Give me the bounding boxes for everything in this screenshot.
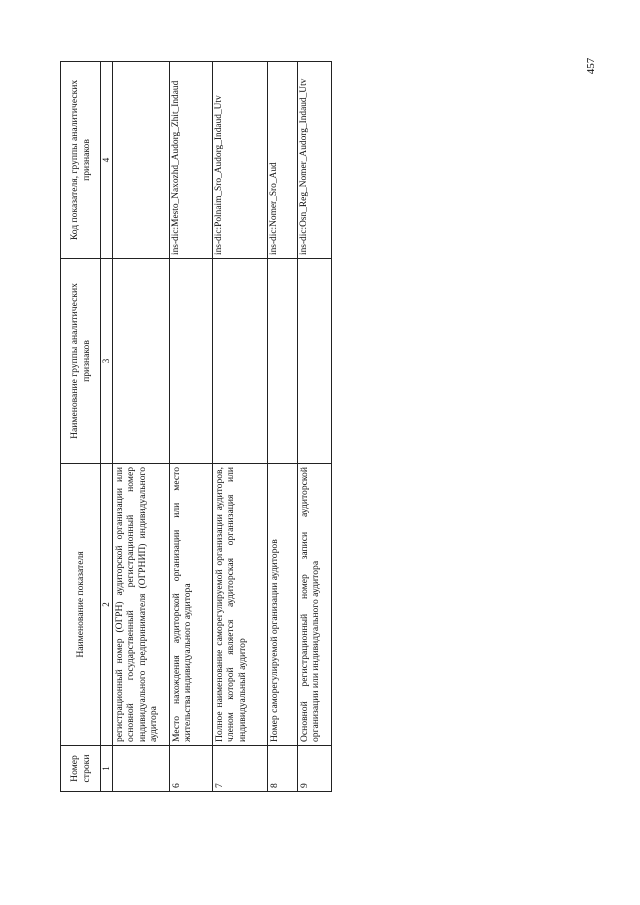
row-number: [113, 746, 170, 792]
indicator-code: ins-dic:Osn_Reg_Nomer_Audorg_Indaud_Utv: [298, 62, 332, 259]
indicator-name: Полное наименование саморегулируемой организации аудиторов, членом которой является аудиторская организация или индивидуальный аудитор: [213, 464, 268, 746]
indicator-name: Основной регистрационный номер записи аудиторской организации или индивидуального аудитора: [298, 464, 332, 746]
row-number: 6: [170, 746, 213, 792]
table-header-row: [61, 62, 101, 792]
column-index-3: 3: [101, 259, 113, 464]
indicator-table: [60, 61, 332, 792]
table-row: [113, 62, 170, 792]
rotated-table-container: [60, 62, 330, 792]
row-number: 7: [213, 746, 268, 792]
indicator-code: ins-dic:Nomer_Sro_Aud: [268, 62, 298, 259]
indicator-code: ins-dic:Polnaim_Sro_Audorg_Indaud_Utv: [213, 62, 268, 259]
column-index-row: [101, 62, 113, 792]
table-row: [268, 62, 298, 792]
group-name: [298, 259, 332, 464]
table-row: [298, 62, 332, 792]
column-index-2: 2: [101, 464, 113, 746]
page-number: 457: [585, 57, 597, 75]
indicator-name: Место нахождения аудиторской организации или место жительства индивидуального аудитора: [170, 464, 213, 746]
indicator-name: регистрационный номер (ОГРН) аудиторской организации или основной государственный регистрационный номер индивидуального предпринимателя (ОГРНИП) индивидуального аудитора: [113, 464, 170, 746]
header-group-name: Наименование группы аналитических признаков: [61, 259, 101, 464]
row-number: 9: [298, 746, 332, 792]
column-index-1: 1: [101, 746, 113, 792]
header-indicator-name: Наименование показателя: [61, 464, 101, 746]
group-name: [113, 259, 170, 464]
table-row: [170, 62, 213, 792]
group-name: [170, 259, 213, 464]
group-name: [268, 259, 298, 464]
group-name: [213, 259, 268, 464]
indicator-name: Номер саморегулируемой организации аудиторов: [268, 464, 298, 746]
indicator-code: ins-dic:Mesto_Naxozhd_Audorg_Zhit_Indaud: [170, 62, 213, 259]
header-code: Код показателя, группы аналитических признаков: [61, 62, 101, 259]
header-row-number: Номер строки: [61, 746, 101, 792]
row-number: 8: [268, 746, 298, 792]
column-index-4: 4: [101, 62, 113, 259]
table-row: [213, 62, 268, 792]
indicator-code: [113, 62, 170, 259]
